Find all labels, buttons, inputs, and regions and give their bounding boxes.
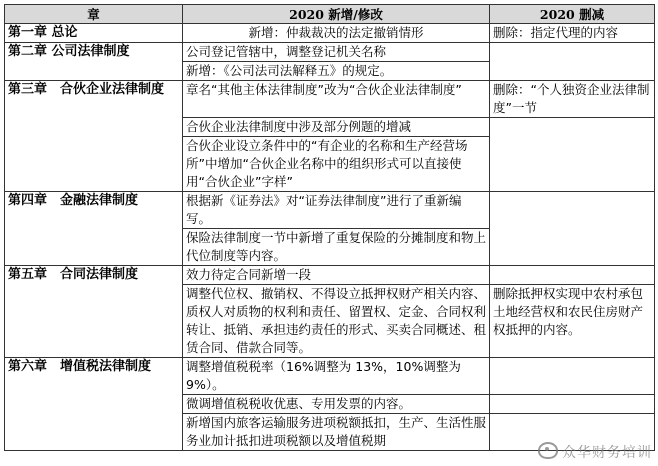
change-cell: 公司登记管辖中，调整登记机关名称 xyxy=(183,43,490,62)
change-cell: 效力待定合同新增一段 xyxy=(183,266,490,285)
weibo-icon xyxy=(538,442,558,459)
table-header-row xyxy=(5,5,655,24)
header-chapter: 章 xyxy=(5,5,183,24)
chapter-cell: 第二章 公司法律制度 xyxy=(5,43,183,81)
change-cell: 调整代位权、撤销权、不得设立抵押权财产相关内容、质权人对质物的权利和责任、留置权、定金、合同权利转让、抵销、承担违约责任的形式、买卖合同概述、租赁合同、借款合同等。 xyxy=(183,285,490,358)
table-row xyxy=(5,192,655,229)
deleted-cell: 删除：指定代理的内容 xyxy=(490,24,655,43)
deleted-cell-empty xyxy=(490,358,655,395)
change-cell: 章名“其他主体法律制度”改为“合伙企业法律制度” xyxy=(183,81,490,118)
table-row xyxy=(5,81,655,118)
change-cell: 保险法律制度一节中新增了重复保险的分摊制度和物上代位制度等内容。 xyxy=(183,229,490,266)
deleted-cell: 删除：“个人独资企业法律制度”一节 xyxy=(490,81,655,118)
table-row xyxy=(5,43,655,62)
change-cell: 合伙企业设立条件中的“有企业的名称和生产经营场所”中增加“合伙企业名称中的组织形式可以直接使用“合伙企业”字样” xyxy=(183,137,490,192)
change-cell: 微调增值税税收优惠、专用发票的内容。 xyxy=(183,395,490,414)
change-cell: 新增：仲裁裁决的法定撤销情形 xyxy=(183,24,490,43)
watermark xyxy=(538,442,652,462)
chapter-cell: 第五章 合同法律制度 xyxy=(5,266,183,358)
chapter-cell: 第三章 合伙企业法律制度 xyxy=(5,81,183,192)
chapter-cell: 第一章 总论 xyxy=(5,24,183,43)
document-table-wrapper xyxy=(4,4,654,451)
table-row xyxy=(5,266,655,285)
change-cell: 新增：《公司法司法解释五》的规定。 xyxy=(183,62,490,81)
deleted-cell-empty xyxy=(490,395,655,414)
deleted-cell: 删除抵押权实现中农村承包土地经营权和农民住房财产权抵押的内容。 xyxy=(490,285,655,358)
header-deleted: 2020 删减 xyxy=(490,5,655,24)
changes-table xyxy=(4,4,655,451)
deleted-cell-empty xyxy=(490,43,655,81)
change-cell: 根据新《证券法》对“证券法律制度”进行了重新编写。 xyxy=(183,192,490,229)
watermark-text: 众华财务培训 xyxy=(562,445,652,461)
deleted-cell-empty xyxy=(490,192,655,266)
change-cell: 新增国内旅客运输服务进项税额抵扣，生产、生活性服务业加计抵扣进项税额以及增值税期 xyxy=(183,414,490,451)
header-added-modified: 2020 新增/修改 xyxy=(183,5,490,24)
table-row xyxy=(5,24,655,43)
deleted-cell-empty xyxy=(490,266,655,285)
deleted-cell-empty xyxy=(490,118,655,192)
change-cell: 调整增值税税率（16%调整为 13%，10%调整为 9%）。 xyxy=(183,358,490,395)
chapter-cell: 第四章 金融法律制度 xyxy=(5,192,183,266)
chapter-cell: 第六章 增值税法律制度 xyxy=(5,358,183,451)
change-cell: 合伙企业法律制度中涉及部分例题的增减 xyxy=(183,118,490,137)
table-row xyxy=(5,358,655,395)
